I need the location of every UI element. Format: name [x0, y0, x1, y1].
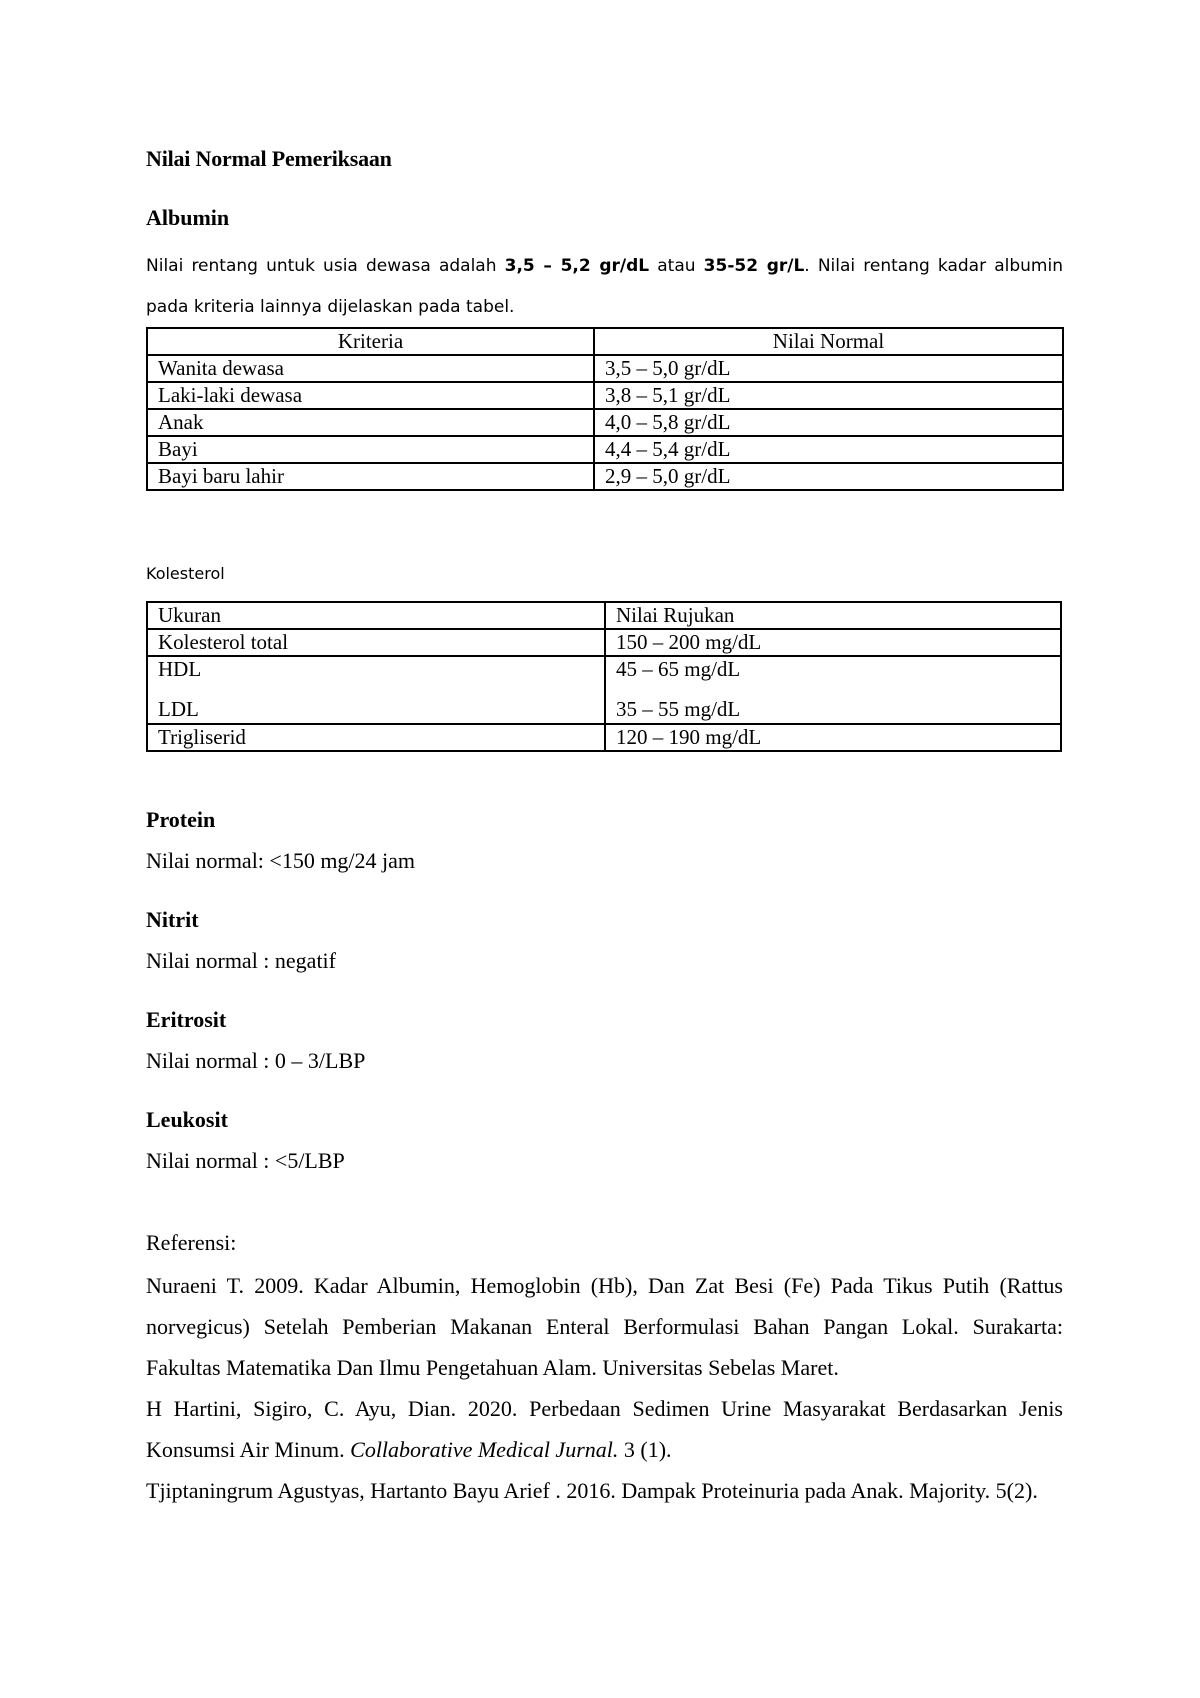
nitrit-value: Nilai normal : negatif	[146, 948, 336, 973]
table-cell-line: LDL	[158, 697, 199, 721]
protein-heading: Protein	[146, 807, 216, 832]
table-cell-line: 35 – 55 mg/dL	[616, 697, 741, 721]
nitrit-heading: Nitrit	[146, 907, 199, 932]
table-row	[147, 436, 1063, 463]
albumin-intro	[146, 246, 1063, 328]
reference-text: H Hartini, Sigiro, C. Ayu, Dian. 2020. Perbedaan Sedimen Urine Masyarakat Berdasarkan Jenis Konsumsi Air Minum.	[146, 1396, 1063, 1462]
table-cell: 4,0 – 5,8 gr/dL	[594, 409, 1063, 436]
table-cell: Trigliserid	[147, 724, 605, 751]
kolesterol-table	[146, 601, 1062, 752]
albumin-intro-range-2: 35-52 gr/L	[703, 256, 805, 276]
reference-item: Tjiptaningrum Agustyas, Hartanto Bayu Arief . 2016. Dampak Proteinuria pada Anak. Majority. 5(2).	[146, 1478, 1038, 1503]
table-header-row	[147, 328, 1063, 355]
albumin-intro-text-3: . Nilai rentang kadar albumin pada kriteria lainnya dijelaskan pada tabel.	[146, 256, 1063, 317]
table-header-row	[147, 602, 1061, 629]
references-label: Referensi:	[146, 1230, 237, 1255]
table-row	[147, 629, 1061, 656]
references-list	[146, 1265, 1063, 1511]
table-header-cell: Ukuran	[147, 602, 605, 629]
table-cell: Anak	[147, 409, 594, 436]
table-cell: Wanita dewasa	[147, 355, 594, 382]
table-cell: 150 – 200 mg/dL	[605, 629, 1061, 656]
albumin-intro-text-2: atau	[649, 256, 704, 276]
eritrosit-heading: Eritrosit	[146, 1007, 227, 1032]
leukosit-heading: Leukosit	[146, 1107, 228, 1132]
protein-value: Nilai normal: <150 mg/24 jam	[146, 848, 416, 873]
table-cell-line: HDL	[158, 657, 202, 681]
table-row	[147, 724, 1061, 751]
reference-item	[146, 1388, 1063, 1470]
table-row	[147, 463, 1063, 490]
reference-text: 3 (1).	[618, 1437, 672, 1462]
table-row	[147, 382, 1063, 409]
table-cell: 4,4 – 5,4 gr/dL	[594, 436, 1063, 463]
table-cell: 120 – 190 mg/dL	[605, 724, 1061, 751]
table-header-cell: Kriteria	[147, 328, 594, 355]
table-cell: Kolesterol total	[147, 629, 605, 656]
albumin-heading: Albumin	[146, 205, 230, 230]
table-cell: Bayi baru lahir	[147, 463, 594, 490]
reference-journal: Collaborative Medical Jurnal.	[350, 1437, 619, 1462]
table-cell	[605, 656, 1061, 724]
table-cell: Bayi	[147, 436, 594, 463]
table-row	[147, 409, 1063, 436]
reference-item: Nuraeni T. 2009. Kadar Albumin, Hemoglobin (Hb), Dan Zat Besi (Fe) Pada Tikus Putih (Rattus norvegicus) Setelah Pemberian Makanan Enteral Berformulasi Bahan Pangan Lokal. Surakarta: Fakultas Matematika Dan Ilmu Pengetahuan Alam. Universitas Sebelas Maret.	[146, 1273, 1063, 1380]
eritrosit-value: Nilai normal : 0 – 3/LBP	[146, 1048, 366, 1073]
leukosit-value: Nilai normal : <5/LBP	[146, 1148, 345, 1173]
table-header-cell: Nilai Rujukan	[605, 602, 1061, 629]
table-cell: Laki-laki dewasa	[147, 382, 594, 409]
table-cell: 3,8 – 5,1 gr/dL	[594, 382, 1063, 409]
table-header-cell: Nilai Normal	[594, 328, 1063, 355]
table-cell	[147, 656, 605, 724]
albumin-intro-range-1: 3,5 – 5,2 gr/dL	[504, 256, 650, 276]
page-title: Nilai Normal Pemeriksaan	[146, 146, 392, 171]
albumin-table	[146, 327, 1064, 491]
albumin-intro-text-1: Nilai rentang untuk usia dewasa adalah	[146, 256, 505, 276]
table-cell: 3,5 – 5,0 gr/dL	[594, 355, 1063, 382]
table-cell-line: 45 – 65 mg/dL	[616, 657, 741, 681]
kolesterol-label: Kolesterol	[146, 564, 225, 583]
table-row	[147, 656, 1061, 724]
table-cell: 2,9 – 5,0 gr/dL	[594, 463, 1063, 490]
table-row	[147, 355, 1063, 382]
